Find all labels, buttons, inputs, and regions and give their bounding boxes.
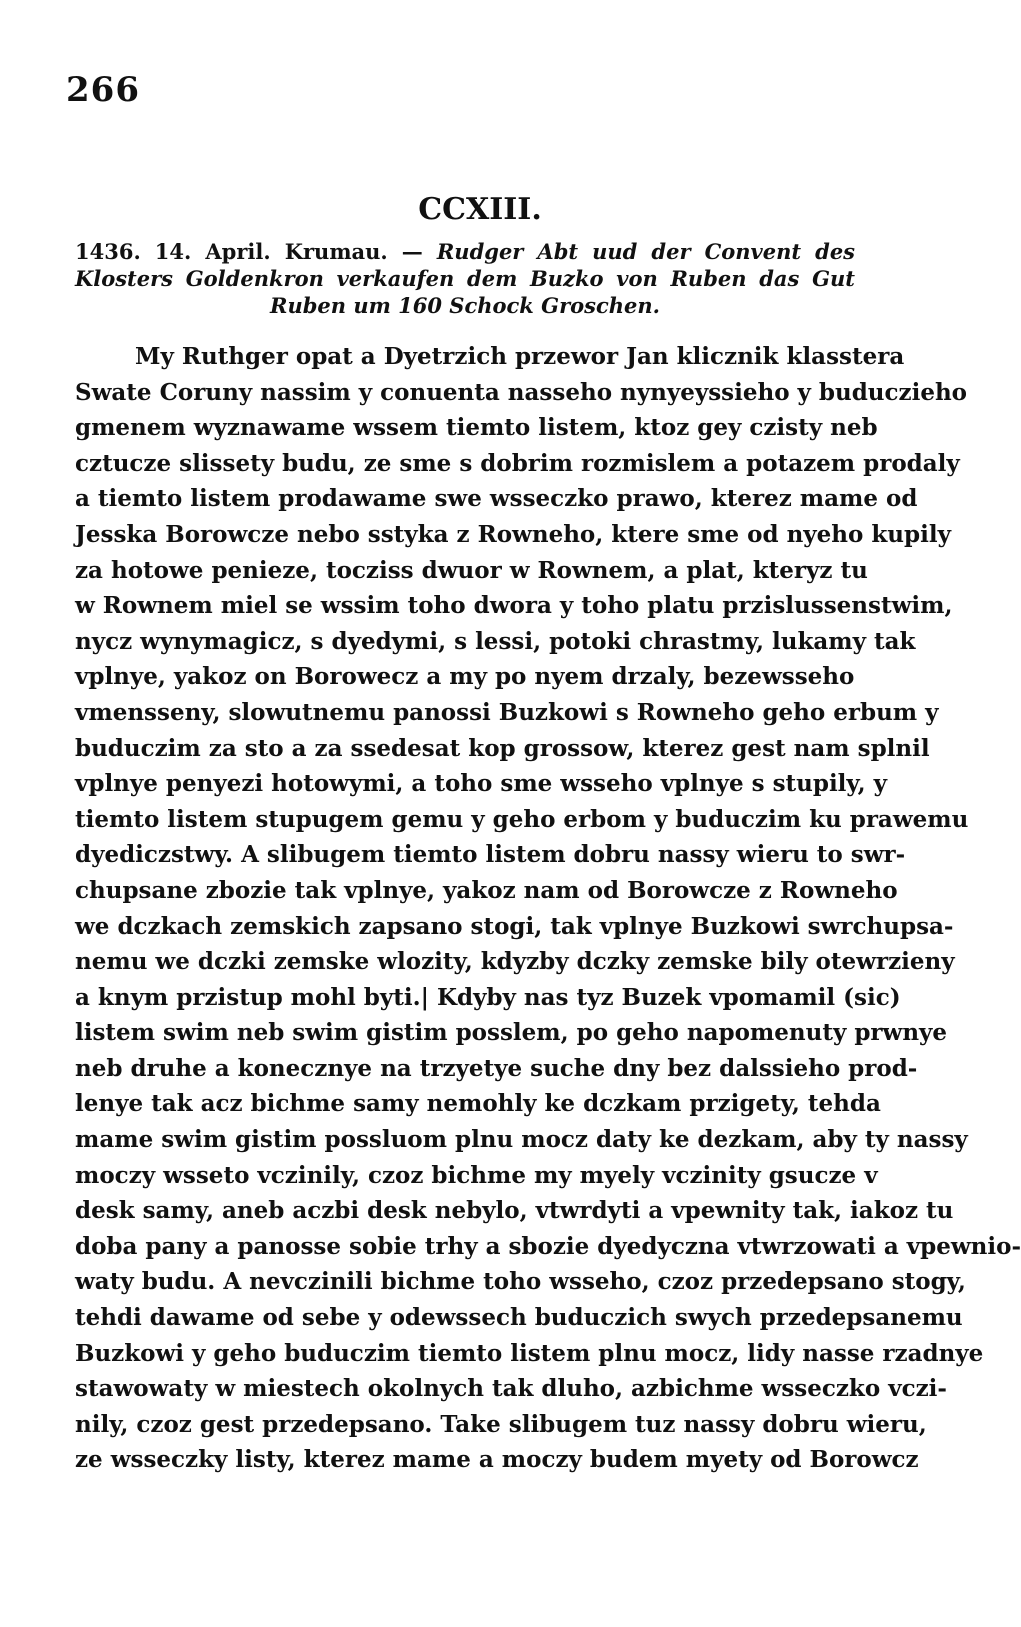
body-line: Buzkowi y geho buduczim tiemto listem plnu mocz, lidy nasse rzadnye (75, 1339, 984, 1367)
body-line: cztucze slissety budu, ze sme s dobrim rozmislem a potazem prodaly (75, 449, 960, 477)
body-line: a tiemto listem prodawame swe wsseczko prawo, kterez mame od (75, 485, 918, 513)
body-line: mame swim gistim possluom plnu mocz daty ke dezkam, aby ty nassy (75, 1126, 968, 1154)
header-date: 1436. 14. April. Krumau. — (75, 239, 423, 264)
body-line: w Rownem miel se wssim toho dwora y toho platu przislussenstwim, (75, 592, 953, 620)
body-line: doba pany a panosse sobie trhy a sbozie dyedyczna vtwrzowati a vpewnio- (75, 1232, 1021, 1260)
body-line: tehdi dawame od sebe y odewssech buduczich swych przedepsanemu (75, 1304, 963, 1332)
body-line: ze wsseczky listy, kterez mame a moczy budem myety od Borowcz (75, 1446, 919, 1474)
body-line: Jesska Borowcze nebo sstyka z Rowneho, ktere sme od nyeho kupily (75, 520, 951, 548)
body-line: My Ruthger opat a Dyetrzich przewor Jan klicznik klasstera (135, 343, 905, 370)
body-text (75, 339, 1021, 1478)
body-line: chupsane zbozie tak vplnye, yakoz nam od Borowcze z Rowneho (75, 876, 898, 904)
body-line: Swate Coruny nassim y conuenta nasseho nynyeyssieho y buduczieho (75, 378, 968, 406)
body-line: za hotowe penieze, tocziss dwuor w Rownem, a plat, kteryz tu (75, 556, 868, 584)
body-line: vmensseny, slowutnemu panossi Buzkowi s Rowneho geho erbum y (75, 698, 939, 726)
body-line: waty budu. A nevczinili bichme toho wsseho, czoz przedepsano stogy, (75, 1268, 966, 1296)
document-header (75, 238, 855, 319)
body-line: moczy wsseto vczinily, czoz bichme my myely vczinity gsucze v (75, 1161, 878, 1189)
body-line: nily, czoz gest przedepsano. Take slibugem tuz nassy dobru wieru, (75, 1410, 927, 1438)
page-number: 266 (66, 70, 140, 110)
body-line: buduczim za sto a za ssedesat kop grossow, kterez gest nam splnil (75, 734, 930, 762)
body-line: listem swim neb swim gistim posslem, po geho napomenuty prwnye (75, 1019, 948, 1047)
body-line: vplnye penyezi hotowymi, a toho sme wsseho vplnye s stupily, y (75, 770, 887, 798)
body-line: tiemto listem stupugem gemu y geho erbom y buduczim ku prawemu (75, 805, 969, 833)
body-line: desk samy, aneb aczbi desk nebylo, vtwrdyti a vpewnity tak, iakoz tu (75, 1197, 954, 1225)
body-line: nycz wynymagicz, s dyedymi, s lessi, potoki chrastmy, lukamy tak (75, 627, 916, 655)
body-line: neb druhe a konecznye na trzyetye suche dny bez dalssieho prod- (75, 1054, 918, 1082)
body-line: a knym przistup mohl byti.| Kdyby nas tyz Buzek vpomamil (sic) (75, 983, 901, 1011)
body-line: dyediczstwy. A slibugem tiemto listem dobru nassy wieru to swr- (75, 841, 906, 869)
body-line: nemu we dczki zemske wlozity, kdyzby dczky zemske bily otewrzieny (75, 948, 955, 976)
body-line: stawowaty w miestech okolnych tak dluho, azbichme wsseczko vczi- (75, 1375, 947, 1403)
header-summary: Rudger Abt uud der Convent des Klosters Goldenkron verkaufen dem Buzko von Ruben das Gut Ruben um 160 Schock Groschen. (75, 239, 856, 318)
body-line: lenye tak acz bichme samy nemohly ke dczkam przigety, tehda (75, 1090, 881, 1118)
body-line: we dczkach zemskich zapsano stogi, tak vplnye Buzkowi swrchupsa- (75, 912, 954, 940)
body-line: vplnye, yakoz on Borowecz a my po nyem drzaly, bezewsseho (75, 663, 855, 691)
document-number: CCXIII. (418, 192, 542, 227)
body-line: gmenem wyznawame wssem tiemto listem, ktoz gey czisty neb (75, 414, 878, 442)
